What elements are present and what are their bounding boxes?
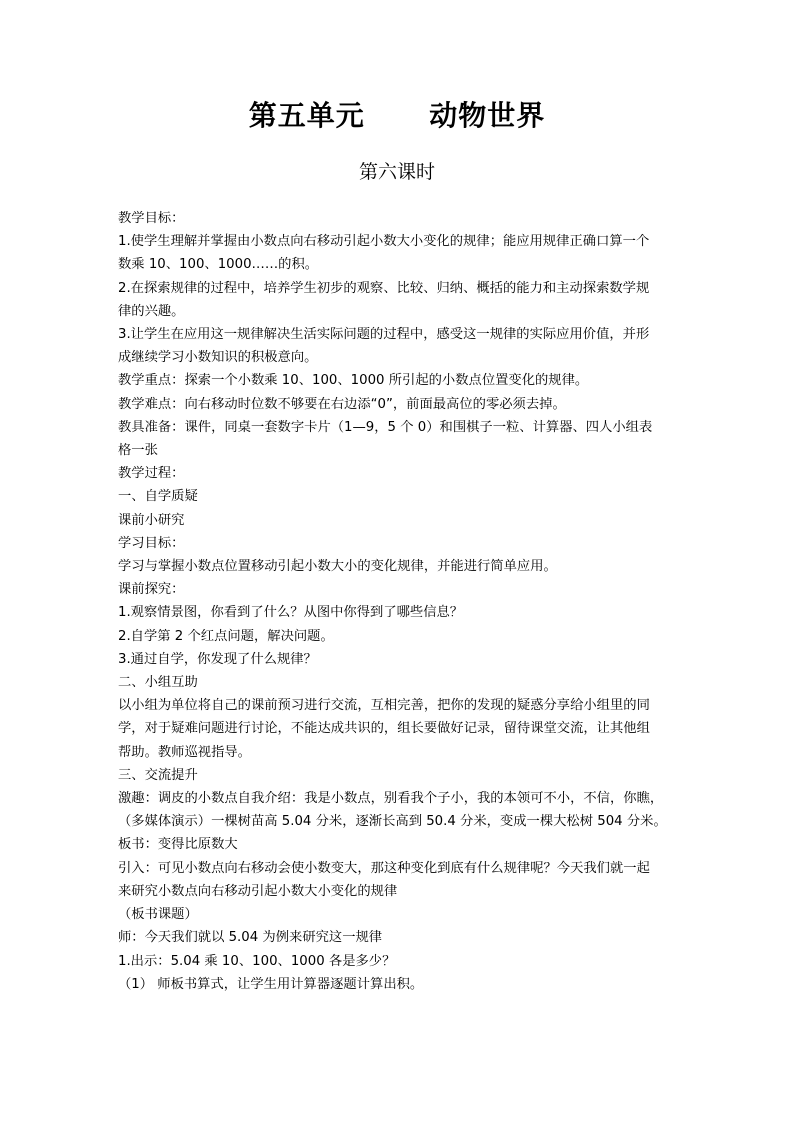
text-line: 1.观察情景图，你看到了什么？从图中你得到了哪些信息？: [118, 605, 464, 621]
text-line: 激趣：调皮的小数点自我介绍：我是小数点，别看我个子小，我的本领可不小，不信，你瞧，: [118, 791, 664, 807]
text-line: 成继续学习小数知识的积极意向。: [118, 350, 318, 366]
text-line: 以小组为单位将自己的课前预习进行交流，互相完善，把你的发现的疑惑分享给小组里的同: [118, 698, 650, 714]
text-line: 来研究小数点向右移动引起小数大小变化的规律: [118, 883, 398, 899]
text-line: 二、小组互助: [118, 675, 198, 691]
text-line: 帮助。教师巡视指导。: [118, 744, 251, 760]
text-line: 课前小研究: [118, 512, 185, 528]
unit-title: 第五单元 动物世界: [248, 99, 546, 132]
text-line: 律的兴趣。: [118, 303, 185, 319]
text-line: 2.在探索规律的过程中，培养学生初步的观察、比较、归纳、概括的能力和主动探索数学规: [118, 280, 650, 296]
text-line: 教学过程：: [118, 466, 185, 482]
text-line: 1.使学生理解并掌握由小数点向右移动引起小数大小变化的规律；能应用规律正确口算一个: [118, 234, 650, 250]
text-line: 教具准备：课件，同桌一套数字卡片（1—9，5 个 0）和围棋子一粒、计算器、四人小组表: [118, 419, 653, 435]
text-line: 师：今天我们就以 5.04 为例来研究这一规律: [118, 930, 383, 946]
text-line: （多媒体演示）一棵树苗高 5.04 分米，逐渐长高到 50.4 分米，变成一棵大松树 504 分米。: [118, 814, 667, 830]
text-line: 课前探究：: [118, 582, 185, 598]
text-line: 学，对于疑难问题进行讨论，不能达成共识的，组长要做好记录，留待课堂交流，让其他组: [118, 721, 650, 737]
text-line: 学习与掌握小数点位置移动引起小数大小的变化规律，并能进行简单应用。: [118, 559, 557, 575]
text-line: 教学重点：探索一个小数乘 10、100、1000 所引起的小数点位置变化的规律。: [118, 373, 589, 389]
text-line: 一、自学质疑: [118, 489, 198, 505]
text-line: 教学难点：向右移动时位数不够要在右边添“0”，前面最高位的零必须去掉。: [118, 396, 566, 412]
text-line: 数乘 10、100、1000……的积。: [118, 257, 319, 273]
text-line: 格一张: [118, 443, 158, 459]
text-line: 学习目标：: [118, 535, 185, 551]
text-line: 3.通过自学，你发现了什么规律？: [118, 651, 317, 667]
text-line: 3.让学生在应用这一规律解决生活实际问题的过程中，感受这一规律的实际应用价值，并形: [118, 327, 650, 343]
text-line: 教学目标：: [118, 211, 185, 226]
text-line: 三、交流提升: [118, 767, 198, 783]
text-line: 引入：可见小数点向右移动会使小数变大，那这种变化到底有什么规律呢？今天我们就一起: [118, 860, 650, 876]
text-line: （板书课题）: [118, 907, 198, 923]
text-line: （1） 师板书算式，让学生用计算器逐题计算出积。: [118, 976, 424, 992]
text-line: 2.自学第 2 个红点问题，解决问题。: [118, 628, 334, 644]
text-line: 板书：变得比原数大: [118, 837, 238, 853]
lesson-subtitle: 第六课时: [358, 161, 435, 183]
text-line: 1.出示：5.04 乘 10、100、1000 各是多少？: [118, 953, 396, 969]
lesson-body: [118, 207, 678, 996]
